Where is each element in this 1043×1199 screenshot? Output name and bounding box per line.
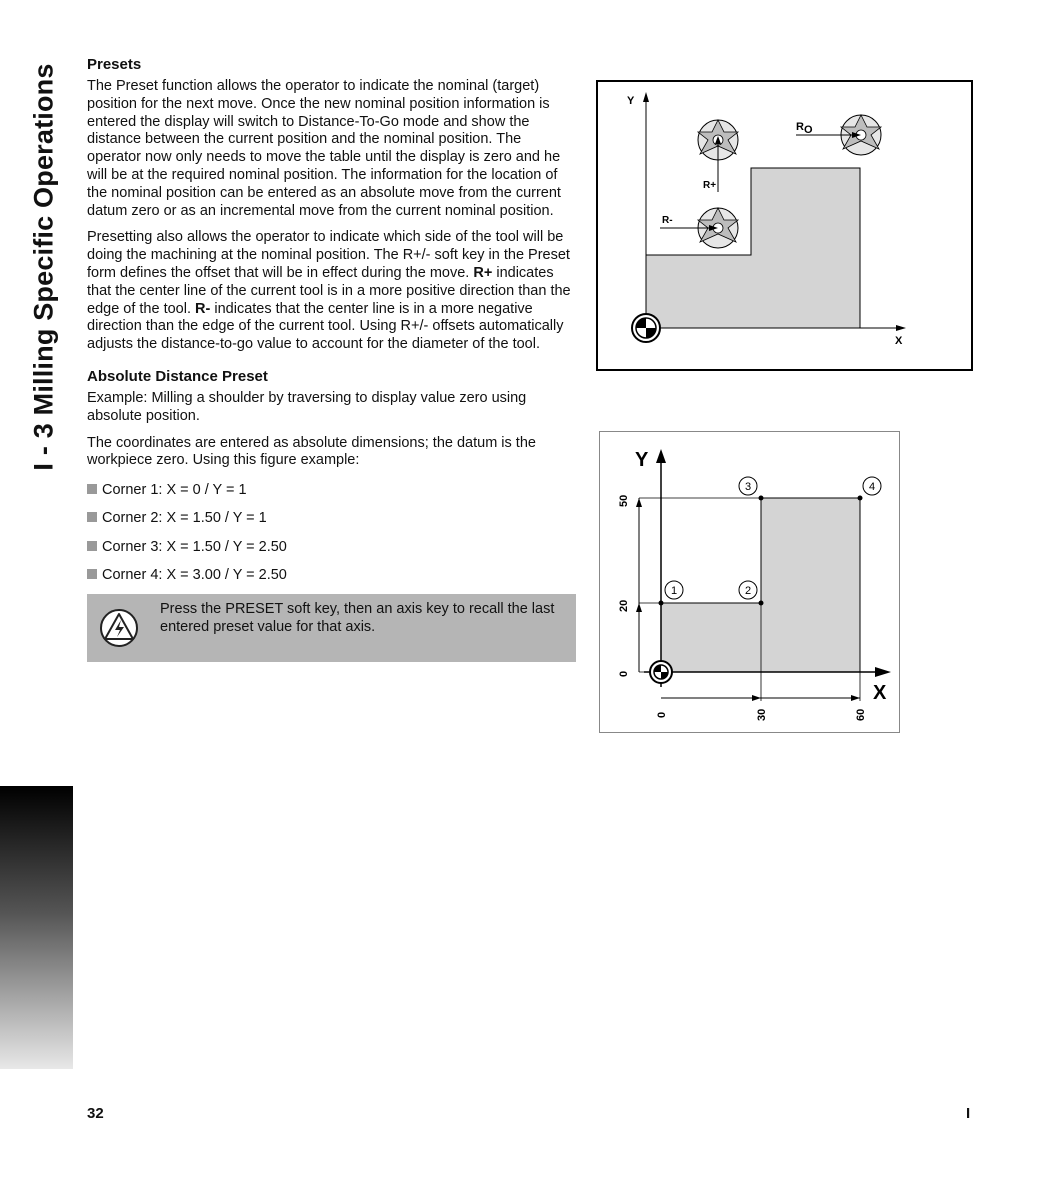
list-item: [87, 481, 577, 499]
main-content: [87, 56, 577, 662]
presets-p2-text-c: indicates that the center line of the current tool is in a more positive direction than the edge of the tool.: [87, 264, 571, 317]
corner-4-text: Corner 4: X = 3.00 / Y = 2.50: [102, 567, 287, 584]
presets-p2-text-a: Presetting also allows the operator to indicate which side of the tool will be doing the machining at the nominal position. The R+/- soft key in the Preset form defines the offset that will be in effect during the move.: [87, 229, 570, 281]
corner-list: [87, 481, 577, 584]
r-minus-label: R-: [662, 215, 673, 226]
r-plus-label: R+: [703, 180, 717, 191]
bullet-square-icon: [87, 569, 97, 579]
point-3-label: 3: [744, 481, 752, 493]
list-item: [87, 538, 577, 556]
fig2-x-label: X: [873, 682, 887, 704]
list-item: [87, 509, 577, 527]
note-text: Press the PRESET soft key, then an axis key to recall the last entered preset value for that axis.: [160, 601, 555, 636]
point-marker: [739, 477, 757, 495]
point-4-label: 4: [868, 481, 876, 493]
y-tick-0: 0: [618, 670, 630, 677]
presets-paragraph-1: The Preset function allows the operator to indicate the nominal (target) position for the next move. Once the new nominal position information is entered the display will switch to Distance-To-Go mode and show the distance between the current position and the nominal position. The operator now only needs to move the table until the display is zero and he will be at the required nominal position. The information for the location of the nominal position can be entered as an absolute move from the current datum zero or as an incremental move from the current nominal position.: [87, 78, 561, 219]
x-tick-0: 0: [656, 711, 668, 718]
presets-p2-text-e: indicates that the center line is in a more negative direction than the edge of the current tool. Using R+/- offsets automatically adjusts the distance-to-go value to account for the diameter of the tool.: [87, 300, 564, 353]
fig1-x-label: X: [895, 335, 903, 347]
bullet-square-icon: [87, 484, 97, 494]
chapter-side-tab: [0, 786, 73, 1069]
bullet-square-icon: [87, 541, 97, 551]
y-tick-50: 50: [618, 494, 630, 507]
datum-icon: [650, 661, 672, 683]
fig2-y-label: Y: [635, 449, 649, 471]
r-plus-term: R+: [473, 264, 493, 281]
note-box: [87, 594, 576, 662]
point-marker: [665, 581, 683, 599]
chapter-side-title-text: I - 3 Milling Specific Operations: [28, 63, 59, 471]
corner-2-text: Corner 2: X = 1.50 / Y = 1: [102, 510, 267, 527]
point-marker: [863, 477, 881, 495]
point-1-label: 1: [670, 585, 678, 597]
r-minus-term: R-: [195, 300, 211, 317]
datum-icon: [632, 314, 660, 342]
preset-offset-figure: [596, 80, 974, 372]
absolute-preset-figure: [599, 431, 901, 735]
page-number: 32: [87, 1105, 104, 1122]
absolute-paragraph-1: Example: Milling a shoulder by traversing to display value zero using absolute position.: [87, 389, 527, 424]
warning-hand-icon: [99, 608, 139, 648]
presets-heading: Presets: [87, 56, 142, 73]
presets-paragraph-2: [87, 229, 577, 354]
fig1-y-label: Y: [627, 95, 635, 107]
bullet-square-icon: [87, 512, 97, 522]
point-marker: [739, 581, 757, 599]
point-2-label: 2: [744, 585, 752, 597]
x-tick-30: 30: [756, 708, 768, 721]
x-tick-60: 60: [855, 708, 867, 721]
r-zero-label: RO: [796, 121, 813, 136]
chapter-marker: I: [966, 1105, 971, 1122]
absolute-preset-heading: Absolute Distance Preset: [87, 367, 268, 385]
absolute-paragraph-2: The coordinates are entered as absolute dimensions; the datum is the workpiece zero. Using this figure example:: [87, 434, 536, 469]
list-item: [87, 566, 577, 584]
corner-1-text: Corner 1: X = 0 / Y = 1: [102, 482, 247, 499]
chapter-side-title: [28, 54, 60, 480]
corner-3-text: Corner 3: X = 1.50 / Y = 2.50: [102, 538, 287, 555]
y-tick-20: 20: [618, 599, 630, 612]
